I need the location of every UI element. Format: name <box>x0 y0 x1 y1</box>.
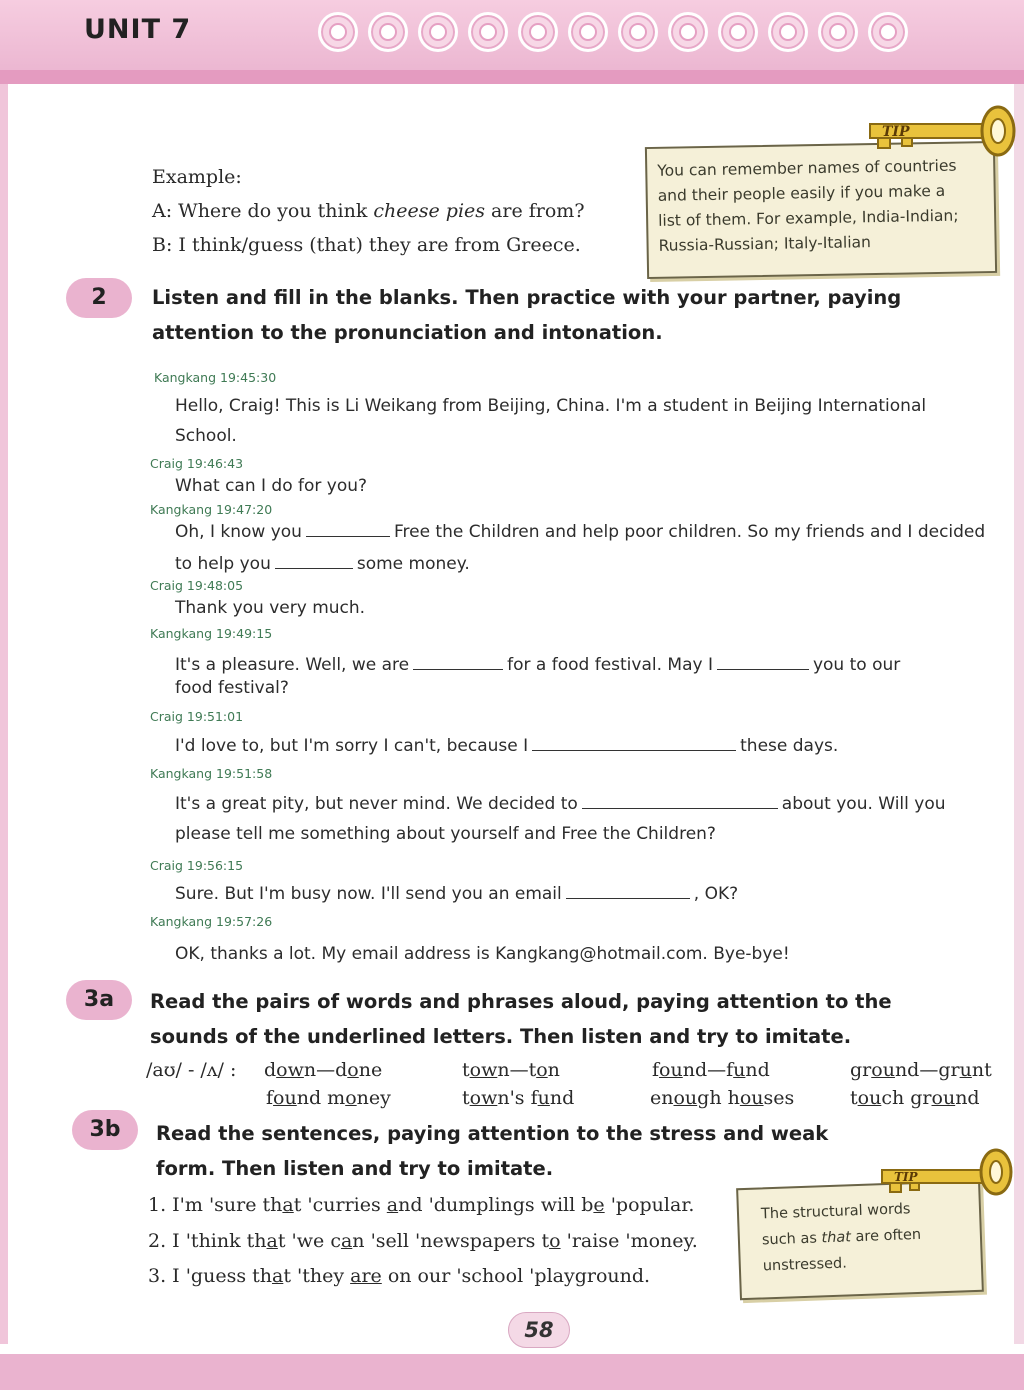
chat-text: I'd love to, but I'm sorry I can't, because I <box>175 736 529 756</box>
underlined-letters: u <box>733 1059 746 1081</box>
weak-form-letters: a <box>282 1194 294 1216</box>
word-part: nd—f <box>682 1059 734 1081</box>
instruction-line: sounds of the underlined letters. Then listen and try to imitate. <box>150 1025 852 1048</box>
instruction-line: Read the sentences, paying attention to the stress and weak <box>156 1122 829 1145</box>
chat-speaker: Kangkang 19:51:58 <box>150 766 273 781</box>
instruction-line: attention to the pronunciation and intonation. <box>152 321 663 344</box>
word-part: n <box>547 1059 560 1081</box>
chat-text: you to our <box>812 655 901 675</box>
instruction-line: Read the pairs of words and phrases aloud, paying attention to the <box>150 990 892 1013</box>
underlined-letters: ou <box>857 1087 882 1109</box>
circle-ornament <box>468 12 508 52</box>
chat-text: Sure. But I'm busy now. I'll send you an email <box>175 884 562 904</box>
word-part: en <box>650 1087 674 1109</box>
phrase-pair <box>266 1087 391 1109</box>
circle-ornament <box>318 12 358 52</box>
circle-ornament <box>368 12 408 52</box>
word-part: gh h <box>697 1087 740 1109</box>
chat-text: It's a great pity, but never mind. We decided to <box>175 794 578 814</box>
chat-line: School. <box>175 426 237 446</box>
word-part: ney <box>356 1087 391 1109</box>
word-part: nd <box>955 1087 980 1109</box>
section-number-3a: 3a <box>66 980 132 1020</box>
underlined-letters: ow <box>276 1059 304 1081</box>
underlined-letters: o <box>536 1059 548 1081</box>
underlined-letters: ou <box>273 1087 297 1109</box>
stress-sentence-2 <box>148 1230 698 1252</box>
word-part: ses <box>763 1087 795 1109</box>
word-part: ch gr <box>881 1087 932 1109</box>
phonetic-symbols: /aʊ/ - /ʌ/ : <box>146 1059 237 1081</box>
key-icon <box>868 92 1018 162</box>
section-number-3b: 3b <box>72 1110 138 1150</box>
sentence-part: t 'curries <box>293 1194 387 1216</box>
underlined-letters: ow <box>469 1087 498 1109</box>
underlined-letters: ou <box>871 1059 895 1081</box>
answer-blank[interactable] <box>717 655 809 670</box>
unit-title: UNIT 7 <box>84 14 192 45</box>
tip-label: TIP <box>894 1170 918 1184</box>
circle-ornament <box>868 12 908 52</box>
page-edge-left <box>0 84 8 1344</box>
word-part: t <box>850 1087 858 1109</box>
word-part: n's f <box>497 1087 538 1109</box>
section-2-instruction <box>152 280 901 350</box>
chat-speaker: Kangkang 19:45:30 <box>154 370 277 385</box>
tip-emphasis: that <box>821 1229 852 1247</box>
section-number-2: 2 <box>66 278 132 318</box>
circle-ornament <box>418 12 458 52</box>
sentence-part: t 'they <box>283 1265 351 1287</box>
word-pair <box>652 1059 770 1081</box>
weak-form-letters: e <box>593 1194 605 1216</box>
example-line-a <box>152 194 585 228</box>
word-pair <box>850 1059 992 1081</box>
answer-blank[interactable] <box>532 736 736 751</box>
example-line-a-emphasis: cheese pies <box>373 200 486 222</box>
weak-form-letters: are <box>350 1265 382 1287</box>
instruction-line: form. Then listen and try to imitate. <box>156 1157 554 1180</box>
word-part: f <box>652 1059 660 1081</box>
tip-line: unstressed. <box>762 1255 848 1275</box>
answer-blank[interactable] <box>413 655 503 670</box>
answer-blank[interactable] <box>275 554 353 569</box>
underlined-letters: u <box>537 1087 550 1109</box>
chat-line: Thank you very much. <box>175 598 366 618</box>
tip-text: are often <box>850 1226 922 1246</box>
tip-line: Russia-Russian; Italy-Italian <box>658 233 872 255</box>
word-part: d <box>264 1059 277 1081</box>
chat-speaker: Craig 19:51:01 <box>150 709 244 724</box>
chat-speaker: Kangkang 19:47:20 <box>150 502 273 517</box>
chat-line <box>175 794 946 814</box>
chat-text: some money. <box>356 554 470 574</box>
weak-form-letters: a <box>272 1265 284 1287</box>
chat-text: to help you <box>175 554 271 574</box>
chat-text: for a food festival. May I <box>507 655 713 675</box>
example-label: Example: <box>152 166 242 188</box>
chat-line <box>175 655 900 675</box>
word-part: ne <box>358 1059 383 1081</box>
underlined-letters: o <box>345 1087 357 1109</box>
key-icon <box>880 1136 1016 1202</box>
stress-sentence-1 <box>148 1194 694 1216</box>
tip-line: and their people easily if you make a <box>657 181 946 205</box>
weak-form-letters: a <box>386 1194 399 1216</box>
answer-blank[interactable] <box>306 522 390 537</box>
chat-speaker: Craig 19:56:15 <box>150 858 244 873</box>
chat-line <box>175 554 470 574</box>
chat-line <box>175 736 838 756</box>
chat-speaker: Craig 19:48:05 <box>150 578 244 593</box>
circle-ornament <box>718 12 758 52</box>
chat-line: Hello, Craig! This is Li Weikang from Beijing, China. I'm a student in Beijing International <box>175 396 927 416</box>
chat-speaker: Kangkang 19:57:26 <box>150 914 273 929</box>
example-line-b: B: I think/guess (that) they are from Greece. <box>152 234 581 256</box>
banner-stripe <box>0 70 1024 84</box>
sentence-part: 'popular. <box>604 1194 695 1216</box>
circle-ornament <box>818 12 858 52</box>
chat-speaker: Kangkang 19:49:15 <box>150 626 273 641</box>
tip-label: TIP <box>882 124 910 140</box>
phrase-pair <box>850 1087 980 1109</box>
example-line-a-end: are from? <box>485 200 585 222</box>
sentence-part: on our 'school 'playground. <box>381 1265 651 1287</box>
word-pair <box>462 1059 560 1081</box>
circle-ornament <box>668 12 708 52</box>
word-part: nd <box>549 1087 575 1109</box>
answer-blank[interactable] <box>582 794 778 809</box>
word-part: nd <box>745 1059 770 1081</box>
chat-text: these days. <box>740 736 839 756</box>
sentence-part: 3. I 'guess th <box>148 1265 272 1287</box>
circle-ornament <box>568 12 608 52</box>
tip-line: You can remember names of countries <box>657 156 957 180</box>
stress-sentence-3 <box>148 1265 650 1287</box>
phrase-pair <box>462 1087 574 1109</box>
chat-text: , OK? <box>693 884 739 904</box>
word-part: n—t <box>497 1059 537 1081</box>
sentence-part: n 'sell 'newspapers t <box>352 1230 550 1252</box>
weak-form-letters: o <box>549 1230 561 1252</box>
sentence-part: nd 'dumplings will b <box>398 1194 594 1216</box>
underlined-letters: ow <box>469 1059 498 1081</box>
decorative-circles <box>318 12 908 52</box>
circle-ornament <box>768 12 808 52</box>
chat-line <box>175 884 738 904</box>
word-part: gr <box>850 1059 872 1081</box>
chat-text: Free the Children and help poor children. So my friends and I decided <box>393 522 986 542</box>
sentence-part: 1. I'm 'sure th <box>148 1194 283 1216</box>
underlined-letters: u <box>959 1059 972 1081</box>
underlined-letters: ou <box>659 1059 683 1081</box>
underlined-letters: ou <box>931 1087 956 1109</box>
word-part: f <box>266 1087 274 1109</box>
chat-line: What can I do for you? <box>175 476 368 496</box>
circle-ornament <box>518 12 558 52</box>
tip-line: list of them. For example, India-Indian; <box>658 206 959 230</box>
section-3a-instruction <box>150 984 892 1054</box>
weak-form-letters: a <box>266 1230 278 1252</box>
word-part: t <box>462 1059 470 1081</box>
example-block <box>152 160 585 262</box>
word-pair <box>264 1059 382 1081</box>
answer-blank[interactable] <box>566 884 690 899</box>
tip-text: such as <box>761 1230 822 1249</box>
section-3b-instruction <box>156 1116 828 1186</box>
page-footer-band <box>0 1354 1024 1390</box>
page-number: 58 <box>508 1312 570 1348</box>
chat-speaker: Craig 19:46:43 <box>150 456 244 471</box>
chat-line: food festival? <box>175 678 289 698</box>
word-part: t <box>462 1087 470 1109</box>
word-part: n—d <box>303 1059 348 1081</box>
word-part: nd m <box>296 1087 346 1109</box>
instruction-line: Listen and fill in the blanks. Then practice with your partner, paying <box>152 286 902 309</box>
example-line-a-text: A: Where do you think <box>152 200 374 222</box>
underlined-letters: o <box>347 1059 359 1081</box>
sentence-part: 2. I 'think th <box>148 1230 267 1252</box>
word-part: nd—gr <box>894 1059 960 1081</box>
tip-line: The structural words <box>760 1201 911 1223</box>
chat-line: OK, thanks a lot. My email address is Kangkang@hotmail.com. Bye-bye! <box>175 944 790 964</box>
chat-line: please tell me something about yourself and Free the Children? <box>175 824 716 844</box>
circle-ornament <box>618 12 658 52</box>
underlined-letters: ou <box>739 1087 764 1109</box>
chat-text: It's a pleasure. Well, we are <box>175 655 410 675</box>
word-part: nt <box>971 1059 992 1081</box>
weak-form-letters: a <box>340 1230 353 1252</box>
chat-line <box>175 522 985 542</box>
phrase-pair <box>650 1087 794 1109</box>
underlined-letters: ou <box>673 1087 698 1109</box>
chat-text: Oh, I know you <box>175 522 302 542</box>
sentence-part: 'raise 'money. <box>560 1230 698 1252</box>
chat-text: about you. Will you <box>781 794 946 814</box>
sentence-part: t 'we c <box>277 1230 341 1252</box>
